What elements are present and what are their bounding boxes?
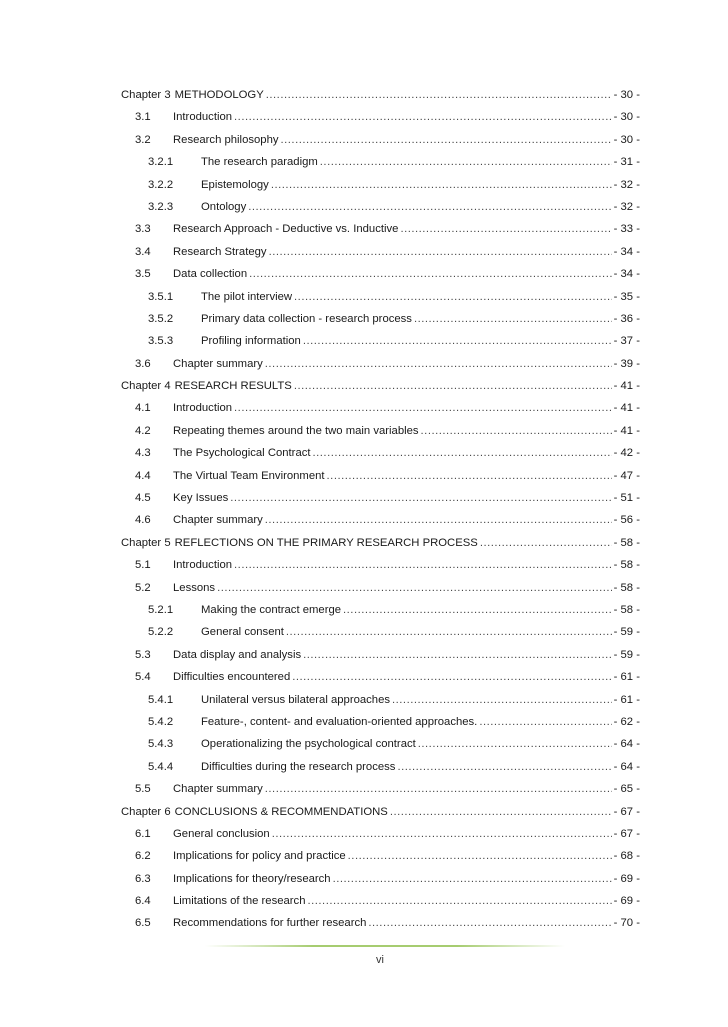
toc-dot-leader [390,801,612,823]
toc-entry-number: 6.4 [135,895,151,908]
toc-entry-page: - 41 - [613,424,640,437]
toc-entry-page: - 42 - [613,447,640,460]
toc-entry[interactable] [121,196,640,218]
toc-chapter-entry[interactable] [121,801,640,823]
toc-entry-title: General conclusion [173,827,270,840]
toc-entry-number: 3.4 [135,245,151,258]
toc-entry-page: - 36 - [613,312,640,325]
toc-entry-number: 3.5.1 [148,290,174,303]
toc-entry-title: Introduction [173,111,233,124]
toc-entry[interactable] [121,397,640,419]
toc-dot-leader [392,689,612,711]
toc-entry-title: Key Issues [173,492,229,505]
toc-entry[interactable] [121,756,640,778]
toc-entry-title: Research philosophy [173,133,279,146]
toc-entry-page: - 69 - [613,872,640,885]
toc-entry-page: - 58 - [613,536,640,549]
toc-entry-number: 5.4.1 [148,693,174,706]
toc-entry-page: - 58 - [613,581,640,594]
toc-dot-leader [286,621,612,643]
toc-entry-number: 4.3 [135,447,151,460]
toc-entry-number: 4.2 [135,424,151,437]
toc-entry-number: 4.6 [135,514,151,527]
toc-entry[interactable] [121,689,640,711]
toc-entry-number: 5.5 [135,783,151,796]
toc-entry-page: - 64 - [613,738,640,751]
toc-entry-page: - 61 - [613,693,640,706]
toc-entry[interactable] [121,912,640,934]
footer-page-number: vi [376,954,384,966]
toc-entry-number: 6.3 [135,872,151,885]
toc-entry-title: The Psychological Contract [173,447,311,460]
toc-dot-leader [234,106,612,128]
toc-entry-page: - 32 - [613,200,640,213]
toc-entry[interactable] [121,554,640,576]
toc-entry-number: 3.2.2 [148,178,174,191]
toc-entry-number: Chapter 3 [121,89,171,101]
toc-entry-number: 6.5 [135,917,151,930]
toc-entry-page: - 58 - [613,559,640,572]
toc-entry[interactable] [121,666,640,688]
toc-entry-title: The research paradigm [201,156,318,169]
toc-dot-leader [272,823,612,845]
toc-entry-title: Chapter summary [173,783,263,796]
toc-dot-leader [281,129,612,151]
toc-entry-page: - 56 - [613,514,640,527]
toc-entry-number: 4.4 [135,469,151,482]
toc-dot-leader [248,196,611,218]
toc-entry-number: 3.5.2 [148,312,174,325]
toc-entry[interactable] [121,845,640,867]
toc-entry-number: 3.2.3 [148,200,174,213]
toc-entry-number: 4.1 [135,402,151,415]
toc-entry-number: 5.1 [135,559,151,572]
toc-chapter-entry[interactable] [121,375,640,397]
toc-dot-leader [266,84,612,106]
toc-dot-leader [303,330,612,352]
toc-entry-page: - 41 - [613,380,640,393]
toc-entry[interactable] [121,733,640,755]
toc-entry-number: 3.5 [135,268,151,281]
toc-entry-title: Unilateral versus bilateral approaches [201,693,391,706]
toc-entry-title: Feature-, content- and evaluation-oriented approaches. [201,715,478,728]
toc-entry-title: Research Approach - Deductive vs. Inductive [173,223,399,236]
toc-entry-page: - 41 - [613,402,640,415]
toc-entry[interactable] [121,890,640,912]
toc-entry-title: RESEARCH RESULTS [174,380,292,393]
toc-dot-leader [400,218,611,240]
toc-entry-title: Profiling information [201,335,301,348]
toc-dot-leader [414,308,612,330]
toc-entry-title: Data display and analysis [173,648,302,661]
toc-dot-leader [333,868,612,890]
toc-entry[interactable] [121,263,640,285]
toc-entry-title: The Virtual Team Environment [173,469,325,482]
toc-entry-number: 3.1 [135,111,151,124]
toc-entry-number: 5.4.2 [148,715,174,728]
toc-entry-page: - 39 - [613,357,640,370]
toc-entry-number: 6.2 [135,850,151,863]
toc-dot-leader [397,756,611,778]
toc-dot-leader [480,532,612,554]
toc-dot-leader [343,599,612,621]
toc-dot-leader [348,845,612,867]
toc-entry-title: Data collection [173,268,248,281]
toc-entry-title: Lessons [173,581,216,594]
toc-entry-number: 3.2.1 [148,156,174,169]
toc-entry-page: - 67 - [613,805,640,818]
toc-entry-page: - 62 - [613,715,640,728]
toc-entry[interactable] [121,577,640,599]
toc-entry-title: Operationalizing the psychological contract [201,738,416,751]
toc-entry-number: 5.3 [135,648,151,661]
toc-entry[interactable] [121,308,640,330]
toc-entry-title: Primary data collection - research process [201,312,412,325]
toc-dot-leader [234,554,612,576]
toc-dot-leader [368,912,611,934]
toc-entry-title: Ontology [201,200,247,213]
toc-entry-page: - 34 - [613,268,640,281]
toc-dot-leader [234,397,612,419]
toc-dot-leader [320,151,612,173]
toc-dot-leader [294,375,612,397]
toc-entry-title: Epistemology [201,178,269,191]
toc-entry-page: - 33 - [613,223,640,236]
toc-entry-title: Implications for policy and practice [173,850,346,863]
toc-entry-title: Limitations of the research [173,895,306,908]
toc-entry[interactable] [121,106,640,128]
toc-entry-page: - 30 - [613,89,640,101]
toc-entry-page: - 47 - [613,469,640,482]
toc-entry-page: - 30 - [613,133,640,146]
toc-entry-number: Chapter 5 [121,536,171,549]
toc-entry-title: Introduction [173,559,233,572]
toc-entry-page: - 30 - [613,111,640,124]
toc-chapter-entry[interactable] [121,84,640,106]
toc-entry[interactable] [121,420,640,442]
toc-dot-leader [308,890,612,912]
toc-entry-page: - 61 - [613,671,640,684]
toc-dot-leader [327,465,612,487]
toc-entry[interactable] [121,823,640,845]
toc-dot-leader [269,241,612,263]
toc-entry-page: - 58 - [613,603,640,616]
toc-entry[interactable] [121,330,640,352]
toc-dot-leader [249,263,612,285]
toc-entry-title: Difficulties during the research process [201,760,396,773]
toc-entry-number: 6.1 [135,827,151,840]
toc-entry-title: Implications for theory/research [173,872,331,885]
toc-entry-number: Chapter 6 [121,805,171,818]
toc-entry[interactable] [121,644,640,666]
toc-dot-leader [265,778,612,800]
toc-entry-page: - 59 - [613,648,640,661]
toc-entry-page: - 31 - [613,156,640,169]
toc-entry-title: Chapter summary [173,357,263,370]
toc-dot-leader [421,420,612,442]
toc-entry[interactable] [121,465,640,487]
toc-dot-leader [418,733,612,755]
toc-dot-leader [265,353,612,375]
toc-entry[interactable] [121,599,640,621]
toc-entry-number: 4.5 [135,492,151,505]
toc-entry-number: 5.4.4 [148,760,174,773]
toc-entry-page: - 70 - [613,917,640,930]
toc-entry-number: 5.2.1 [148,603,174,616]
toc-entry-title: REFLECTIONS ON THE PRIMARY RESEARCH PROCESS [174,536,478,549]
toc-entry-page: - 32 - [613,178,640,191]
toc-chapter-entry[interactable] [121,532,640,554]
toc-entry-number: 5.4 [135,671,151,684]
toc-entry-title: Introduction [173,402,233,415]
toc-entry-title: Repeating themes around the two main variables [173,424,419,437]
toc-entry-page: - 65 - [613,783,640,796]
toc-entry[interactable] [121,353,640,375]
toc-entry-number: 3.3 [135,223,151,236]
toc-entry-page: - 69 - [613,895,640,908]
toc-entry-title: Difficulties encountered [173,671,291,684]
toc-entry[interactable] [121,442,640,464]
toc-entry[interactable] [121,174,640,196]
toc-entry[interactable] [121,129,640,151]
toc-entry[interactable] [121,868,640,890]
toc-entry[interactable] [121,711,640,733]
toc-entry[interactable] [121,487,640,509]
toc-entry-page: - 34 - [613,245,640,258]
toc-entry-number: 5.2.2 [148,626,174,639]
toc-entry-page: - 51 - [613,492,640,505]
toc-entry[interactable] [121,218,640,240]
toc-dot-leader [303,644,612,666]
toc-dot-leader [313,442,612,464]
toc-entry-page: - 59 - [613,626,640,639]
toc-entry-page: - 37 - [613,335,640,348]
toc-entry[interactable] [121,778,640,800]
table-of-contents [121,84,640,935]
toc-entry[interactable] [121,151,640,173]
toc-entry[interactable] [121,286,640,308]
footer-divider [205,945,565,947]
toc-entry-title: Research Strategy [173,245,267,258]
toc-dot-leader [479,711,611,733]
toc-entry-number: 3.5.3 [148,335,174,348]
toc-entry-number: Chapter 4 [121,380,171,393]
toc-entry-page: - 35 - [613,290,640,303]
toc-entry[interactable] [121,621,640,643]
toc-dot-leader [271,174,612,196]
toc-entry-title: Recommendations for further research [173,917,367,930]
toc-entry-page: - 68 - [613,850,640,863]
toc-dot-leader [265,509,612,531]
toc-entry-title: The pilot interview [201,290,293,303]
toc-entry-number: 5.4.3 [148,738,174,751]
toc-entry-number: 3.2 [135,133,151,146]
toc-dot-leader [292,666,611,688]
toc-entry-title: General consent [201,626,284,639]
toc-entry[interactable] [121,241,640,263]
toc-entry-title: CONCLUSIONS & RECOMMENDATIONS [174,805,388,818]
toc-dot-leader [294,286,612,308]
toc-entry-title: Making the contract emerge [201,603,342,616]
toc-entry[interactable] [121,509,640,531]
toc-entry-title: Chapter summary [173,514,263,527]
toc-entry-number: 5.2 [135,581,151,594]
toc-entry-page: - 64 - [613,760,640,773]
toc-entry-page: - 67 - [613,827,640,840]
toc-dot-leader [217,577,612,599]
toc-entry-number: 3.6 [135,357,151,370]
toc-entry-title: METHODOLOGY [174,89,264,101]
toc-dot-leader [230,487,611,509]
